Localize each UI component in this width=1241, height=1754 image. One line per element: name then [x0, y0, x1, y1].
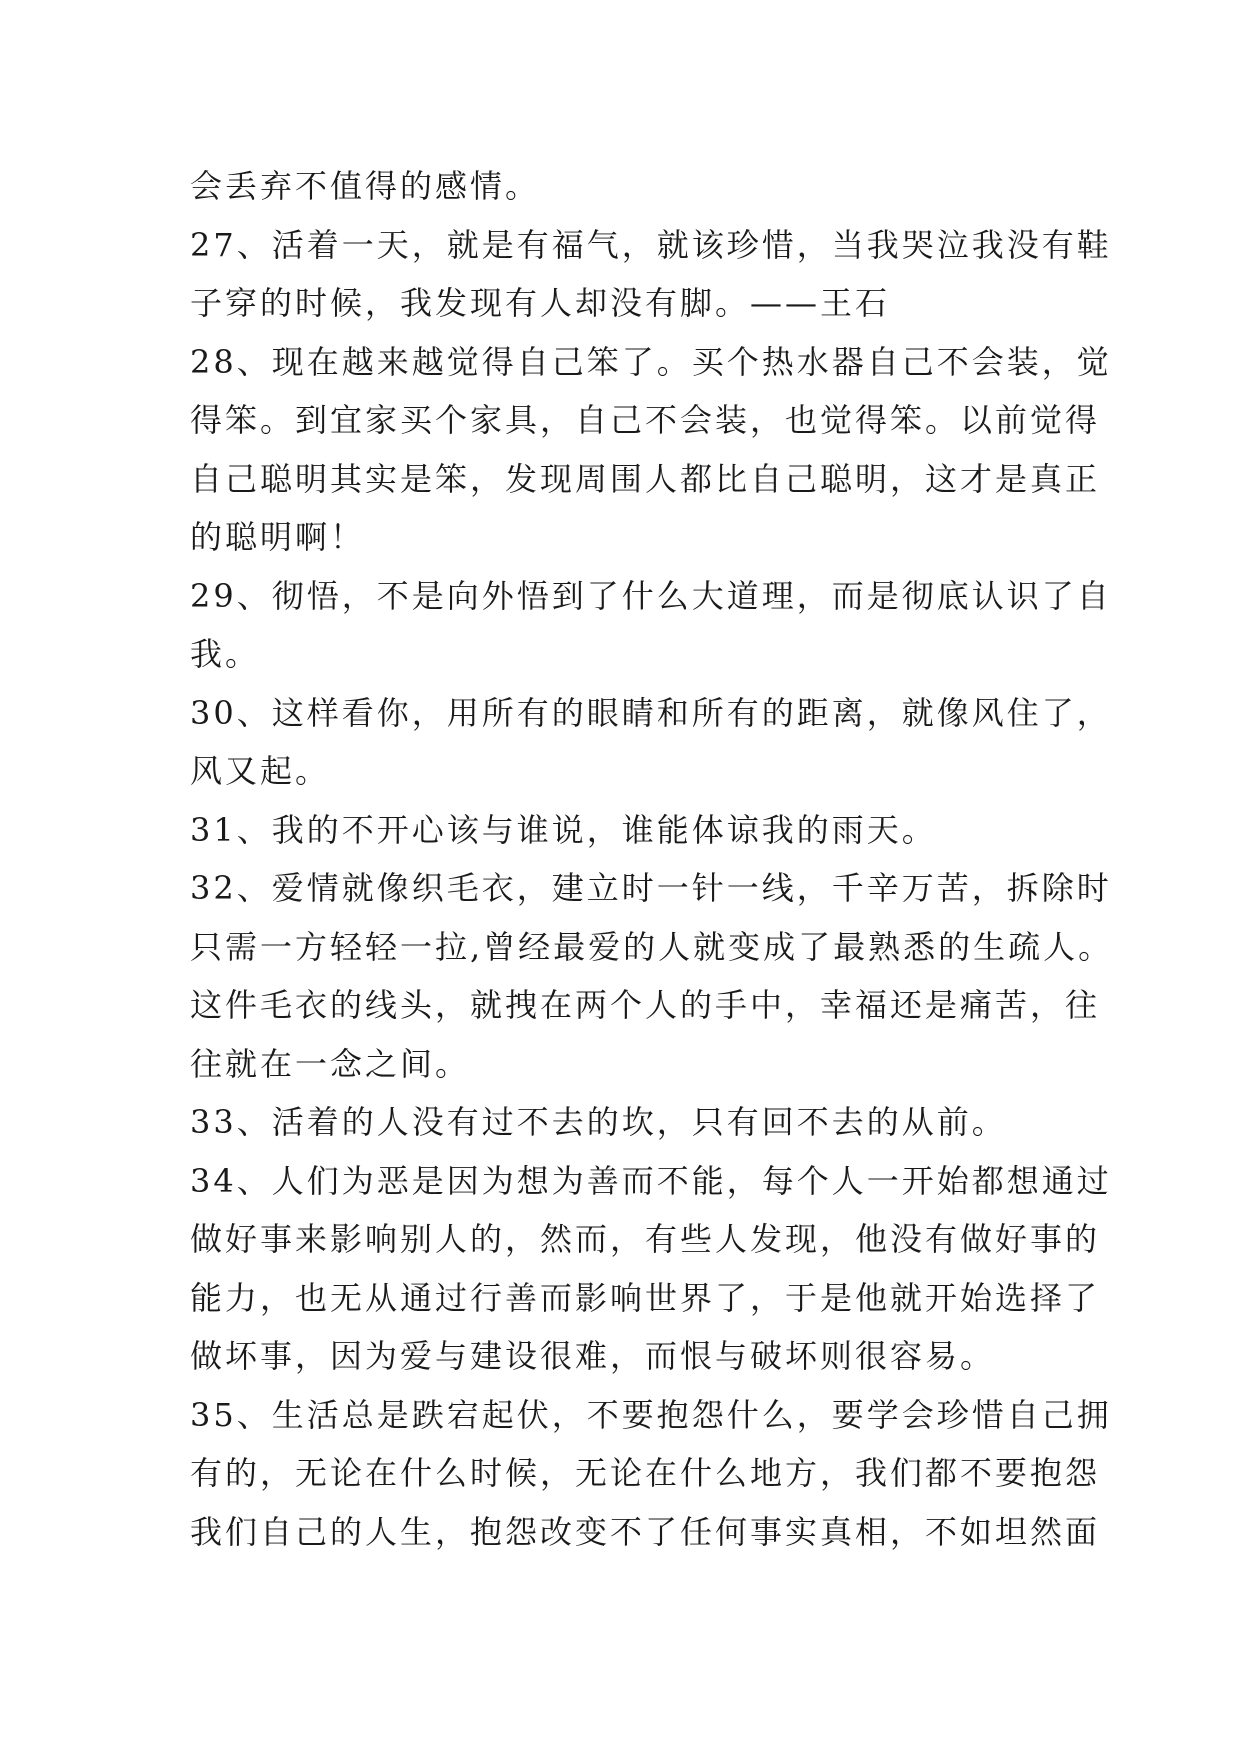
text-line: 35、生活总是跌宕起伏，不要抱怨什么，要学会珍惜自己拥 — [190, 1395, 1112, 1434]
text-line: 28、现在越来越觉得自己笨了。买个热水器自己不会装，觉 — [190, 342, 1112, 381]
text-line: 29、彻悟，不是向外悟到了什么大道理，而是彻底认识了自 — [190, 576, 1112, 615]
text-line: 做好事来影响别人的，然而，有些人发现，他没有做好事的 — [190, 1220, 1101, 1258]
text-line: 风又起。 — [190, 752, 331, 790]
text-line: 33、活着的人没有过不去的坎，只有回不去的从前。 — [190, 1103, 1007, 1141]
text-line: 我。 — [190, 635, 261, 673]
text-line: 27、活着一天，就是有福气，就该珍惜，当我哭泣我没有鞋 — [190, 225, 1112, 264]
text-line: 这件毛衣的线头，就拽在两个人的手中，幸福还是痛苦，往 — [190, 986, 1101, 1024]
text-line: 有的，无论在什么时候，无论在什么地方，我们都不要抱怨 — [190, 1454, 1101, 1492]
text-line: 子穿的时候，我发现有人却没有脚。——王石 — [190, 284, 891, 322]
text-line: 32、爱情就像织毛衣，建立时一针一线，千辛万苦，拆除时 — [190, 869, 1112, 907]
text-line: 的聪明啊！ — [190, 518, 366, 556]
text-line: 34、人们为恶是因为想为善而不能，每个人一开始都想通过 — [190, 1161, 1112, 1200]
document-body — [190, 157, 1114, 1561]
text-line: 会丢弃不值得的感情。 — [190, 167, 541, 205]
text-line: 30、这样看你，用所有的眼睛和所有的距离，就像风住了， — [190, 693, 1112, 732]
text-line: 我们自己的人生，抱怨改变不了任何事实真相，不如坦然面 — [190, 1512, 1101, 1551]
text-line: 得笨。到宜家买个家具，自己不会装，也觉得笨。以前觉得 — [190, 401, 1101, 439]
text-line: 只需一方轻轻一拉,曾经最爱的人就变成了最熟悉的生疏人。 — [190, 927, 1114, 966]
text-line: 做坏事，因为爱与建设很难，而恨与破坏则很容易。 — [190, 1337, 996, 1375]
text-line: 31、我的不开心该与谁说，谁能体谅我的雨天。 — [190, 810, 937, 849]
text-line: 往就在一念之间。 — [190, 1044, 471, 1083]
text-line: 自己聪明其实是笨，发现周围人都比自己聪明，这才是真正 — [190, 459, 1101, 498]
text-line: 能力，也无从通过行善而影响世界了，于是他就开始选择了 — [190, 1278, 1101, 1317]
